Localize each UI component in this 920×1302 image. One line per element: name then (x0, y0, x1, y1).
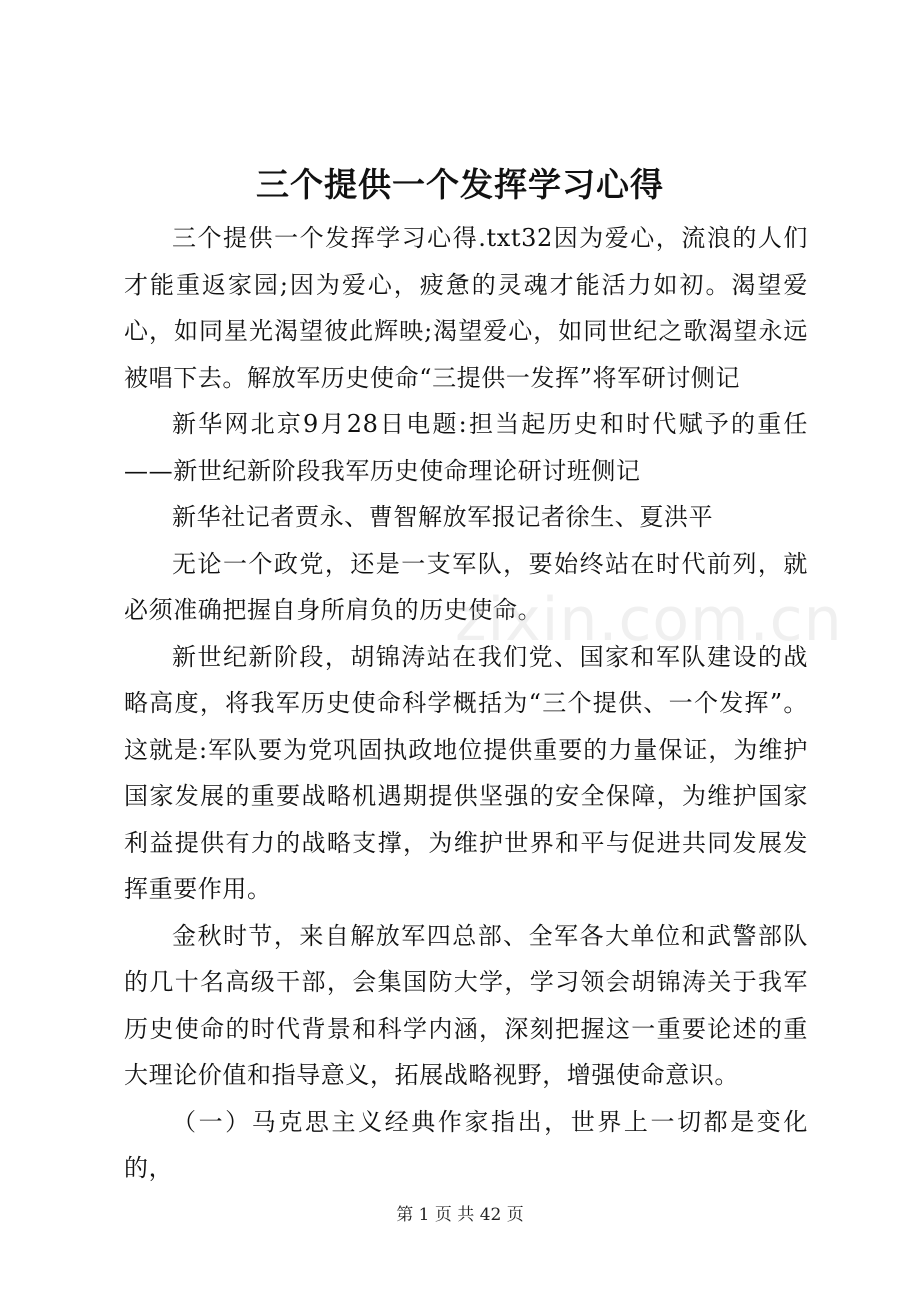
document-body (124, 215, 808, 1192)
paragraph: 三个提供一个发挥学习心得.txt32因为爱心，流浪的人们才能重返家园;因为爱心，疲惫的灵魂才能活力如初。渴望爱心，如同星光渴望彼此辉映;渴望爱心，如同世纪之歌渴望永远被唱下去。解放军历史使命“三提供一发挥”将军研讨侧记 (124, 224, 808, 392)
paragraph: 新华社记者贾永、曹智解放军报记者徐生、夏洪平 (172, 503, 714, 531)
paragraph: 新华网北京9月28日电题:担当起历史和时代赋予的重任——新世纪新阶段我军历史使命理论研讨班侧记 (124, 410, 808, 485)
paragraph: 金秋时节，来自解放军四总部、全军各大单位和武警部队的几十名高级干部，会集国防大学，学习领会胡锦涛关于我军历史使命的时代背景和科学内涵，深刻把握这一重要论述的重大理论价值和指导意义，拓展战略视野，增强使命意识。 (124, 921, 808, 1089)
watermark: zixin.com.cn (455, 585, 843, 655)
paragraph: 新世纪新阶段，胡锦涛站在我们党、国家和军队建设的战略高度，将我军历史使命科学概括为“三个提供、一个发挥”。这就是:军队要为党巩固执政地位提供重要的力量保证，为维护国家发展的重要战略机遇期提供坚强的安全保障，为维护国家利益提供有力的战略支撑，为维护世界和平与促进共同发展发挥重要作用。 (124, 642, 808, 903)
paragraph: （一）马克思主义经典作家指出，世界上一切都是变化的， (124, 1107, 808, 1182)
page-footer: 第 1 页 共 42 页 (396, 1205, 524, 1225)
document-title: 三个提供一个发挥学习心得 (256, 165, 664, 204)
paragraph: 无论一个政党，还是一支军队，要始终站在时代前列，就必须准确把握自身所肩负的历史使命。 (124, 549, 808, 624)
